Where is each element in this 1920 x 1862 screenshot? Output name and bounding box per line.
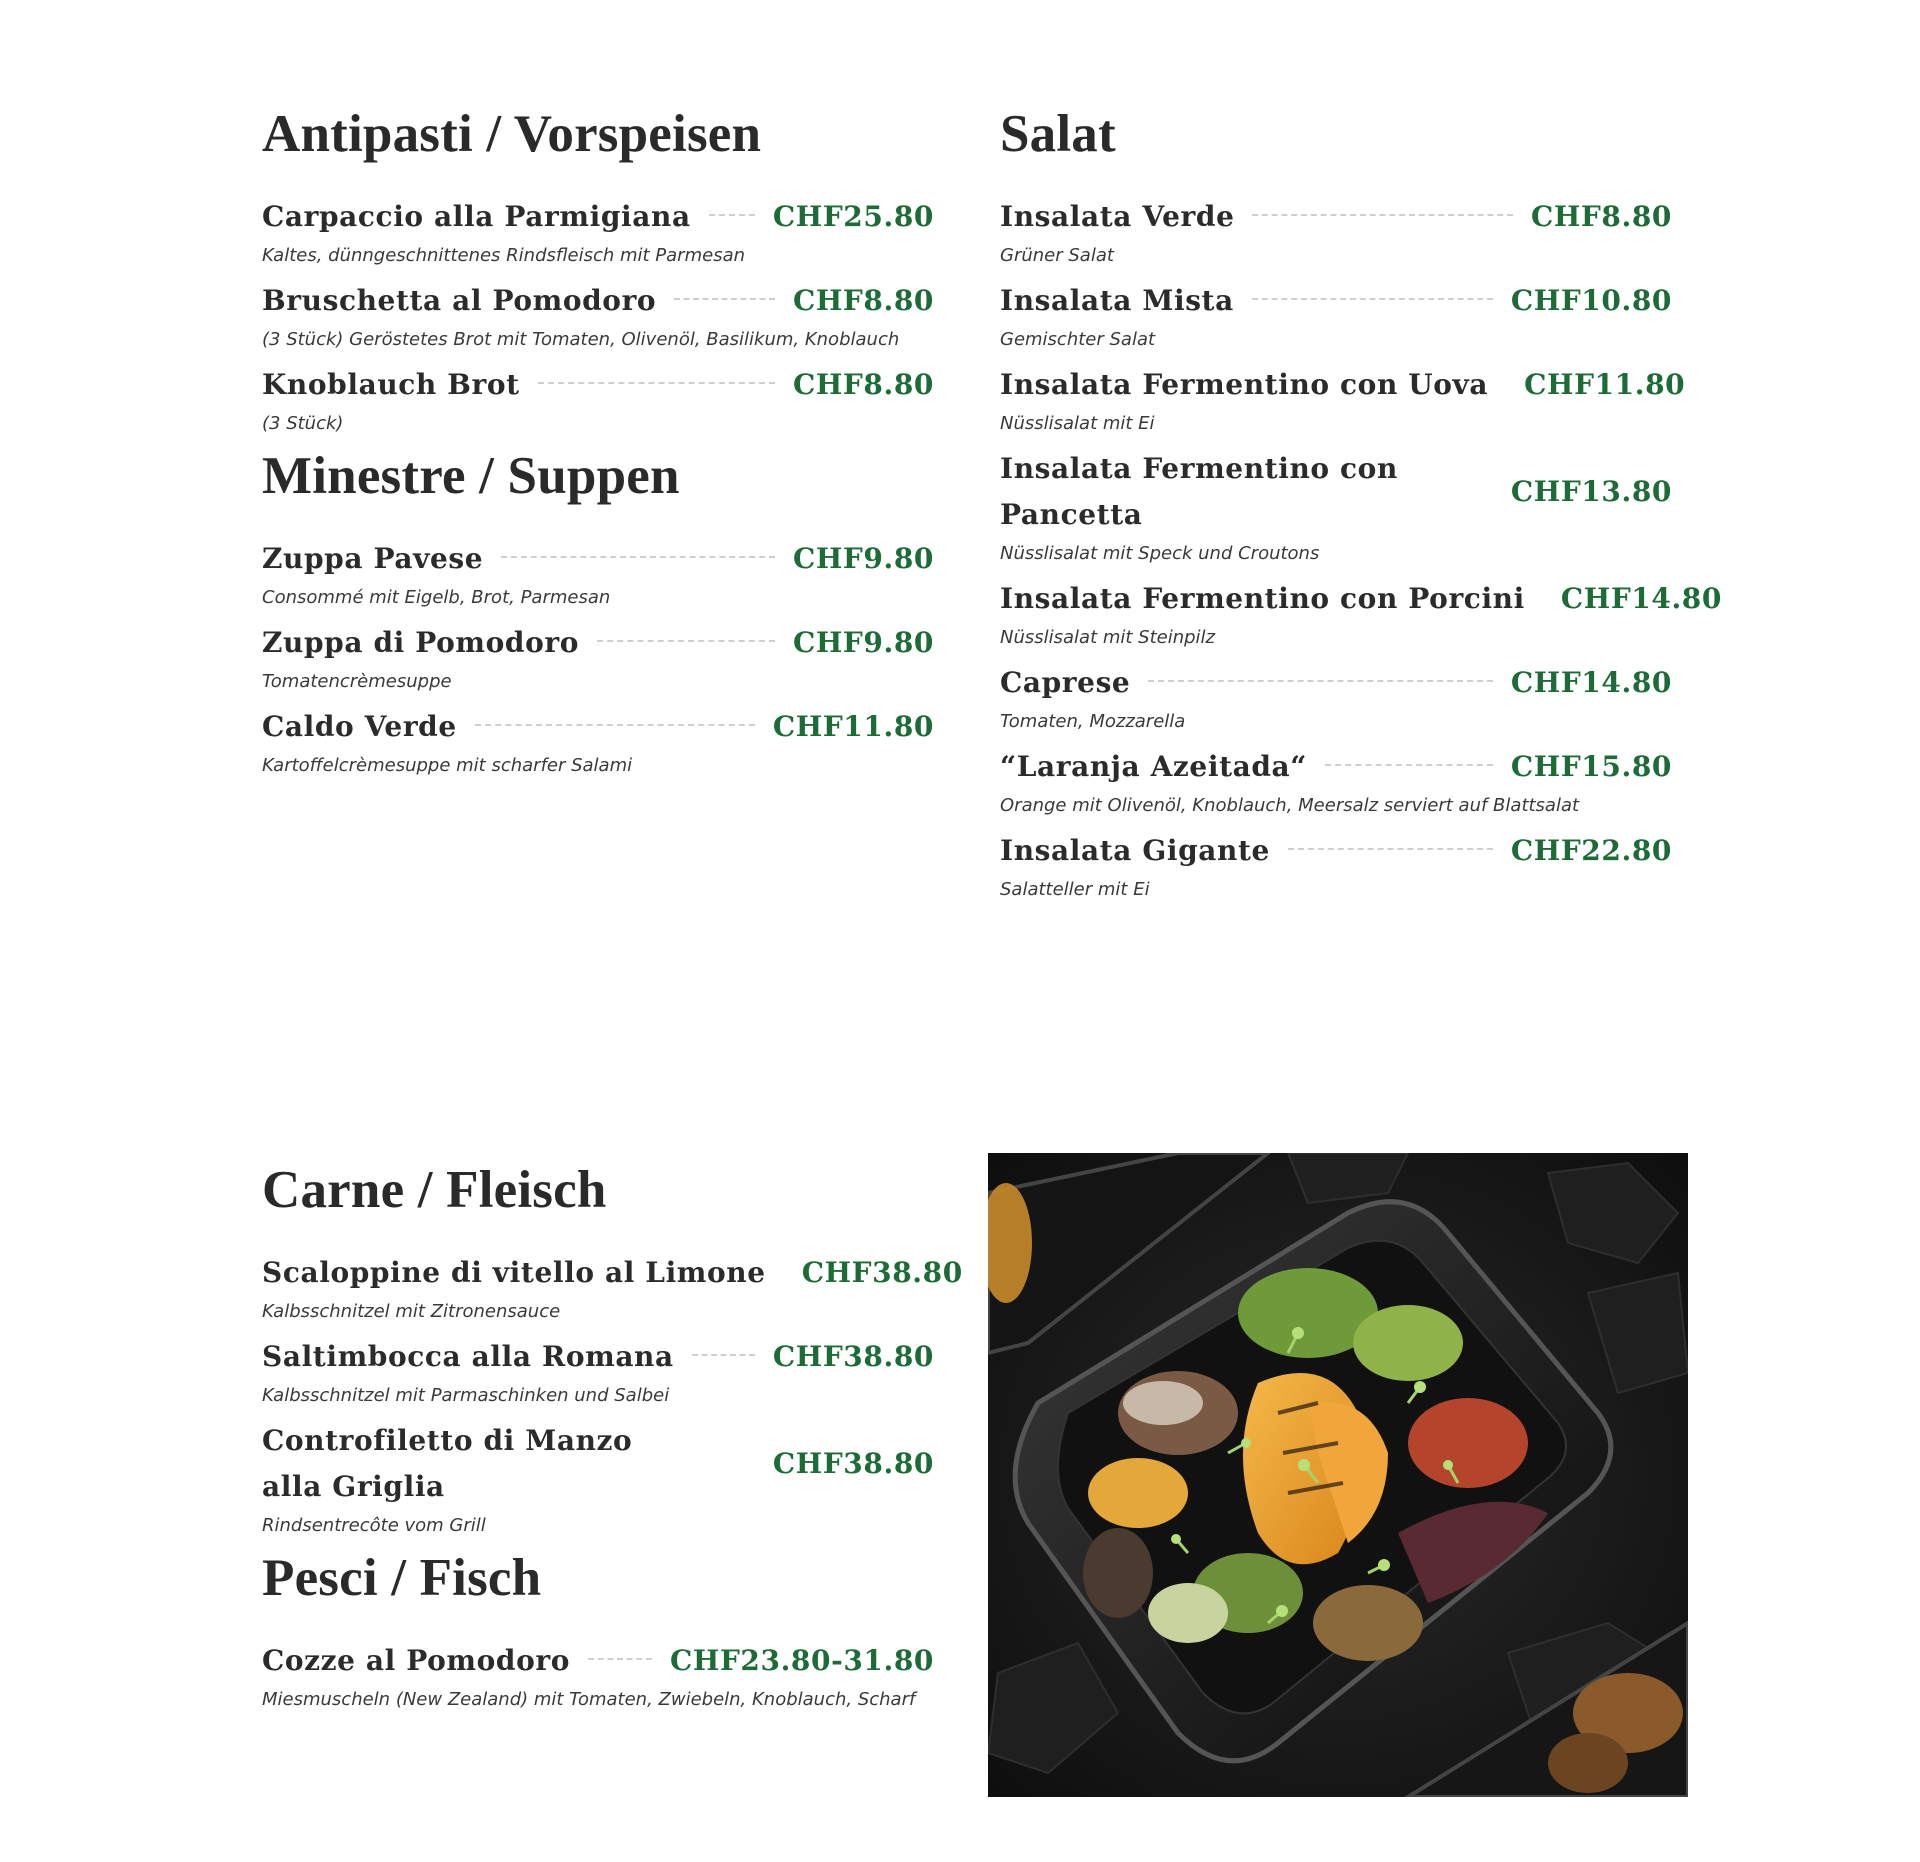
dotted-leader bbox=[1252, 214, 1513, 216]
item-description: Nüsslisalat mit Ei bbox=[1000, 413, 1155, 434]
dotted-leader bbox=[588, 1658, 652, 1660]
item-description: Orange mit Olivenöl, Knoblauch, Meersalz serviert auf Blattsalat bbox=[1000, 795, 1580, 816]
item-name: Insalata Fermentino con Porcini bbox=[1000, 582, 1525, 615]
dotted-leader bbox=[1325, 764, 1493, 766]
item-name: Insalata Verde bbox=[1000, 200, 1235, 233]
item-price: CHF8.80 bbox=[792, 368, 934, 401]
section-title-carne: Carne / Fleisch bbox=[262, 1161, 607, 1219]
section-title-minestre: Minestre / Suppen bbox=[262, 447, 680, 505]
item-price: CHF38.80 bbox=[772, 1340, 934, 1373]
item-name: Insalata Fermentino con Uova bbox=[1000, 368, 1489, 401]
item-description: Salatteller mit Ei bbox=[1000, 879, 1150, 900]
item-description: Consommé mit Eigelb, Brot, Parmesan bbox=[262, 587, 611, 608]
right-column-top bbox=[1000, 104, 1722, 912]
salat-list bbox=[1000, 194, 1722, 902]
menu-item bbox=[262, 536, 934, 610]
pesci-list bbox=[262, 1638, 934, 1712]
dotted-leader bbox=[709, 214, 755, 216]
item-price: CHF9.80 bbox=[792, 542, 934, 575]
item-name: Zuppa Pavese bbox=[262, 542, 484, 575]
antipasti-list bbox=[262, 194, 934, 436]
left-column-bottom bbox=[262, 1160, 963, 1722]
item-price: CHF9.80 bbox=[792, 626, 934, 659]
item-description: Nüsslisalat mit Steinpilz bbox=[1000, 627, 1216, 648]
minestre-list bbox=[262, 536, 934, 778]
section-title-pesci: Pesci / Fisch bbox=[262, 1549, 542, 1607]
item-price: CHF8.80 bbox=[1530, 200, 1672, 233]
item-name: Bruschetta al Pomodoro bbox=[262, 284, 657, 317]
item-price: CHF38.80 bbox=[801, 1256, 963, 1289]
item-price: CHF11.80 bbox=[772, 710, 934, 743]
item-price: CHF11.80 bbox=[1524, 368, 1686, 401]
dotted-leader bbox=[597, 640, 775, 642]
item-description: Kartoffelcrèmesuppe mit scharfer Salami bbox=[262, 755, 633, 776]
section-title-antipasti: Antipasti / Vorspeisen bbox=[262, 105, 762, 163]
item-description: Grüner Salat bbox=[1000, 245, 1114, 266]
item-name: Zuppa di Pomodoro bbox=[262, 626, 579, 659]
item-description: Kalbsschnitzel mit Zitronensauce bbox=[262, 1301, 561, 1322]
item-description: Gemischter Salat bbox=[1000, 329, 1156, 350]
item-name: Caldo Verde bbox=[262, 710, 457, 743]
item-price: CHF8.80 bbox=[792, 284, 934, 317]
item-name: Insalata Fermentino con Pancetta bbox=[1000, 452, 1398, 531]
item-name: Knoblauch Brot bbox=[262, 368, 520, 401]
item-description: Rindsentrecôte vom Grill bbox=[262, 1515, 486, 1536]
menu-item bbox=[262, 1638, 934, 1712]
item-name: Caprese bbox=[1000, 666, 1131, 699]
item-price: CHF38.80 bbox=[772, 1447, 934, 1480]
menu-item bbox=[1000, 744, 1672, 818]
item-description: Kalbsschnitzel mit Parmaschinken und Salbei bbox=[262, 1385, 670, 1406]
dotted-leader bbox=[692, 1354, 755, 1356]
menu-item bbox=[262, 620, 934, 694]
dotted-leader bbox=[674, 298, 775, 300]
menu-item bbox=[262, 278, 934, 352]
item-description: Miesmuscheln (New Zealand) mit Tomaten, Zwiebeln, Knoblauch, Scharf bbox=[262, 1689, 916, 1710]
item-name: Insalata Gigante bbox=[1000, 834, 1270, 867]
item-description: Kaltes, dünngeschnittenes Rindsfleisch mit Parmesan bbox=[262, 245, 746, 266]
item-price: CHF13.80 bbox=[1510, 475, 1672, 508]
left-column-top bbox=[262, 104, 934, 788]
menu-item bbox=[262, 1334, 934, 1408]
menu-item bbox=[1000, 576, 1722, 650]
item-name: “Laranja Azeitada“ bbox=[1000, 750, 1307, 783]
item-name: Scaloppine di vitello al Limone bbox=[262, 1256, 766, 1289]
menu-item bbox=[1000, 660, 1672, 734]
carne-list bbox=[262, 1250, 963, 1538]
item-name: Carpaccio alla Parmigiana bbox=[262, 200, 691, 233]
item-name: Cozze al Pomodoro bbox=[262, 1644, 571, 1677]
item-price: CHF14.80 bbox=[1510, 666, 1672, 699]
menu-item bbox=[1000, 828, 1672, 902]
menu-item bbox=[262, 362, 934, 436]
item-price: CHF15.80 bbox=[1510, 750, 1672, 783]
menu-item bbox=[1000, 446, 1672, 566]
item-price: CHF14.80 bbox=[1560, 582, 1722, 615]
dotted-leader bbox=[1252, 298, 1493, 300]
item-description: Tomatencrèmesuppe bbox=[262, 671, 452, 692]
menu-item bbox=[262, 1418, 934, 1538]
menu-item bbox=[262, 704, 934, 778]
grilled-vegetables-image bbox=[988, 1153, 1688, 1797]
dotted-leader bbox=[501, 556, 775, 558]
item-description: (3 Stück) Geröstetes Brot mit Tomaten, Olivenöl, Basilikum, Knoblauch bbox=[262, 329, 900, 350]
item-description: Nüsslisalat mit Speck und Croutons bbox=[1000, 543, 1320, 564]
item-price: CHF25.80 bbox=[772, 200, 934, 233]
menu-item bbox=[1000, 278, 1672, 352]
item-price: CHF10.80 bbox=[1510, 284, 1672, 317]
menu-item bbox=[262, 1250, 963, 1324]
item-name: Saltimbocca alla Romana bbox=[262, 1340, 674, 1373]
dotted-leader bbox=[1148, 680, 1493, 682]
menu-item bbox=[1000, 362, 1686, 436]
section-title-salat: Salat bbox=[1000, 105, 1116, 163]
item-description: Tomaten, Mozzarella bbox=[1000, 711, 1186, 732]
menu-item bbox=[262, 194, 934, 268]
item-name: Insalata Mista bbox=[1000, 284, 1234, 317]
item-price: CHF23.80-31.80 bbox=[670, 1644, 934, 1677]
item-name: Controfiletto di Manzo alla Griglia bbox=[262, 1424, 633, 1503]
item-price: CHF22.80 bbox=[1510, 834, 1672, 867]
food-photo bbox=[988, 1153, 1688, 1797]
dotted-leader bbox=[475, 724, 755, 726]
dotted-leader bbox=[1288, 848, 1493, 850]
dotted-leader bbox=[538, 382, 775, 384]
menu-item bbox=[1000, 194, 1672, 268]
item-description: (3 Stück) bbox=[262, 413, 344, 434]
